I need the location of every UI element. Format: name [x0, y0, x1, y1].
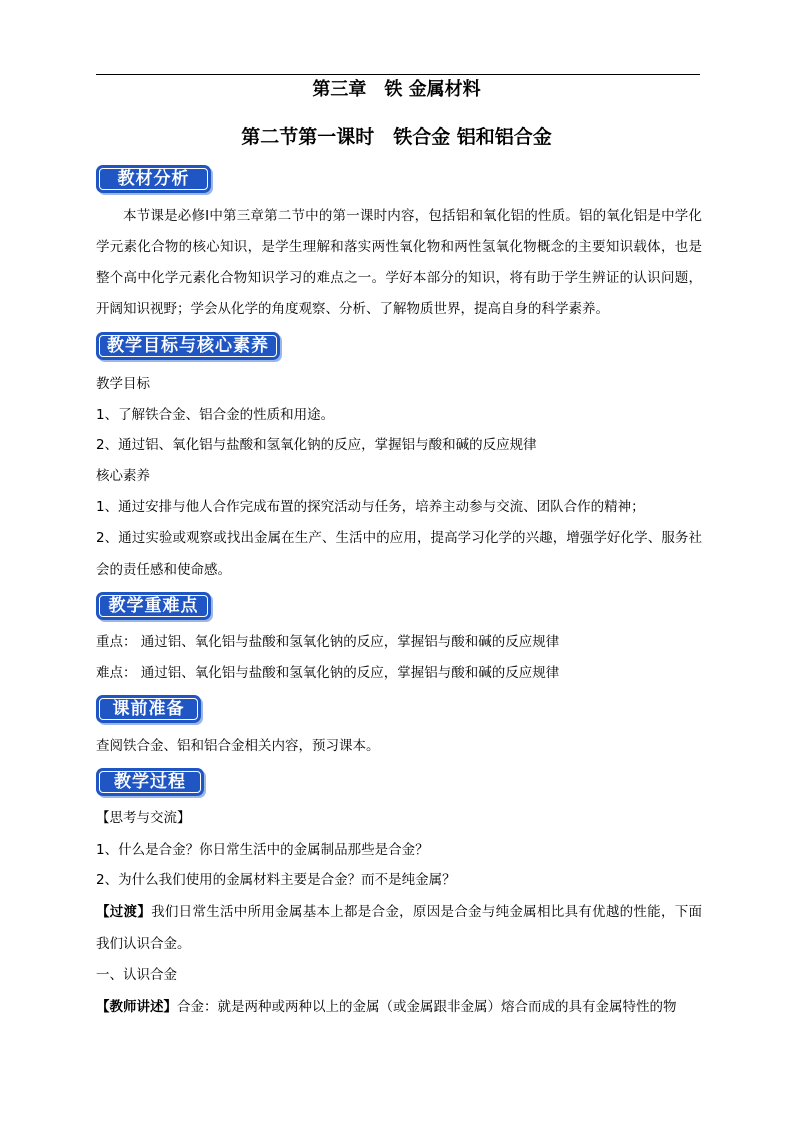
preparation-text: 查阅铁合金、铝和铝合金相关内容，预习课本。 [96, 738, 380, 754]
difficulty-point: 难点： 通过铝、氧化铝与盐酸和氢氧化钠的反应，掌握铝与酸和碱的反应规律 [96, 665, 560, 681]
badge-goals-literacy: 教学目标与核心素养 [96, 332, 280, 360]
section-title: 第二节第一课时 铁合金 铝和铝合金 [241, 126, 552, 148]
teaching-goal-item: 1、了解铁合金、铝合金的性质和用途。 [96, 407, 335, 423]
teaching-goal-item: 2、通过铝、氧化铝与盐酸和氢氧化钠的反应，掌握铝与酸和碱的反应规律 [96, 437, 537, 453]
section-heading: 一、认识合金 [96, 967, 177, 983]
think-exchange-label: 【思考与交流】 [96, 810, 191, 826]
focus-point: 重点： 通过铝、氧化铝与盐酸和氢氧化钠的反应，掌握铝与酸和碱的反应规律 [96, 634, 560, 650]
core-literacy-label: 核心素养 [96, 468, 150, 484]
header-rule [96, 74, 700, 75]
question-item: 2、为什么我们使用的金属材料主要是合金？而不是纯金属？ [96, 872, 456, 888]
literacy-item: 1、通过安排与他人合作完成布置的探究活动与任务，培养主动参与交流、团队合作的精神； [96, 499, 645, 515]
teacher-tag: 【教师讲述】 [96, 999, 177, 1015]
chapter-title: 第三章 铁 金属材料 [312, 79, 481, 100]
teacher-statement [96, 997, 702, 1017]
transition-tag: 【过渡】 [96, 904, 152, 920]
badge-teaching-process: 教学过程 [96, 768, 204, 796]
badge-key-difficult-points: 教学重难点 [96, 592, 211, 620]
literacy-item: 2、通过实验或观察或找出金属在生产、生活中的应用，提高学习化学的兴趣，增强学好化学、服务社会的责任感和使命感。 [96, 530, 702, 578]
analysis-paragraph: 本节课是必修Ⅰ中第三章第二节中的第一课时内容，包括铝和氧化铝的性质。铝的氧化铝是中学化学元素化合物的核心知识，是学生理解和落实两性氧化物和两性氢氧化物概念的主要知识载体，也是整个高中化学元素化合物知识学习的难点之一。学好本部分的知识，将有助于学生辨证的认识问题，开阔知识视野；学会从化学的角度观察、分析、了解物质世界，提高自身的科学素养。 [96, 208, 702, 317]
badge-preparation: 课前准备 [96, 695, 201, 723]
transition-text: 我们日常生活中所用金属基本上都是合金，原因是合金与纯金属相比具有优越的性能，下面我们认识合金。 [96, 904, 703, 952]
question-item: 1、什么是合金？你日常生活中的金属制品那些是合金？ [96, 842, 429, 858]
transition-paragraph [96, 896, 702, 960]
teaching-goals-label: 教学目标 [96, 376, 150, 392]
teacher-text: 合金：就是两种或两种以上的金属（或金属跟非金属）熔合而成的具有金属特性的物 [177, 999, 677, 1015]
badge-textbook-analysis: 教材分析 [96, 165, 211, 193]
